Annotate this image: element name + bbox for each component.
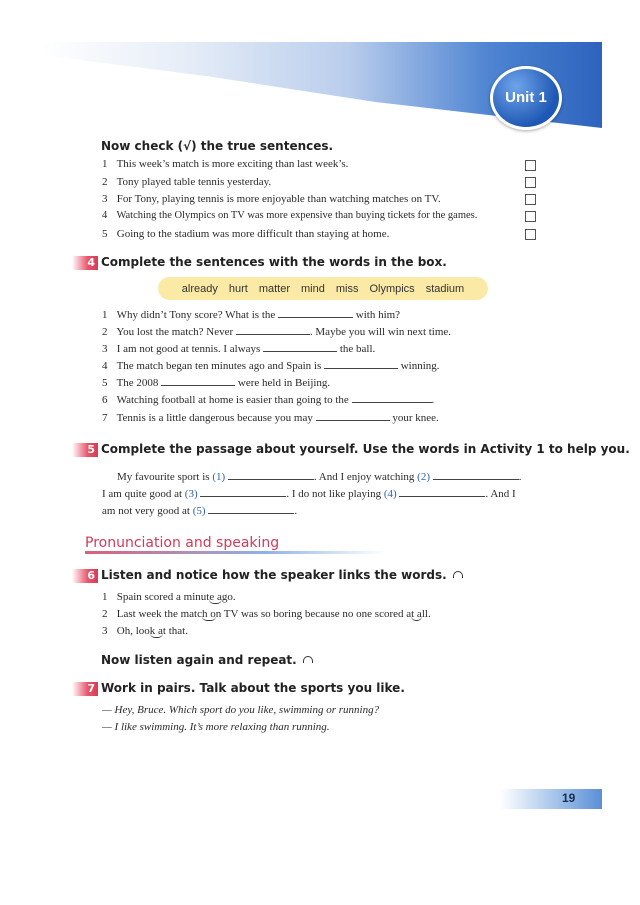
sentence: 2 You lost the match? Never . Maybe you will win next time. — [102, 326, 452, 338]
headphones-icon[interactable] — [303, 656, 313, 663]
passage-line: am not very good at (5) . — [102, 505, 298, 517]
activity-number: 7 — [72, 682, 98, 696]
page-number: 19 — [562, 791, 576, 805]
unit-badge: Unit 1 — [490, 66, 562, 130]
answer-blank[interactable] — [236, 325, 310, 335]
answer-blank[interactable] — [433, 470, 519, 480]
activity-title: Work in pairs. Talk about the sports you like. — [101, 681, 405, 695]
word: Olympics — [369, 282, 415, 295]
checkbox[interactable] — [525, 194, 536, 205]
passage-line: My favourite sport is (1) . And I enjoy watching (2) . — [117, 471, 522, 483]
word: matter — [258, 282, 290, 295]
activity-title: Listen and notice how the speaker links the words. — [101, 568, 463, 582]
check-item: 3 For Tony, playing tennis is more enjoyable than watching matches on TV. — [102, 193, 441, 205]
heading-underline — [85, 551, 385, 554]
answer-blank[interactable] — [208, 504, 294, 514]
word: already — [181, 282, 218, 295]
link-mark: e a — [209, 591, 222, 603]
answer-blank[interactable] — [228, 470, 314, 480]
checkbox[interactable] — [525, 229, 536, 240]
link-mark: k a — [149, 625, 163, 637]
checkbox[interactable] — [525, 211, 536, 222]
sentence: 7 Tennis is a little dangerous because you may your knee. — [102, 412, 439, 424]
footer-bar — [500, 789, 602, 809]
link-mark: t a — [411, 608, 422, 620]
checkbox[interactable] — [525, 160, 536, 171]
activity-number: 6 — [72, 569, 98, 583]
answer-blank[interactable] — [399, 487, 485, 497]
answer-blank[interactable] — [324, 359, 398, 369]
activity-title: Complete the sentences with the words in the box. — [101, 255, 447, 269]
check-item: 1 This week’s match is more exciting than last week’s. — [102, 158, 349, 170]
checkbox[interactable] — [525, 177, 536, 188]
answer-blank[interactable] — [200, 487, 286, 497]
answer-blank[interactable] — [316, 411, 390, 421]
example-sentence: 1 Spain scored a minute ago. — [102, 591, 236, 603]
word: stadium — [425, 282, 465, 295]
check-item: 4 Watching the Olympics on TV was more expensive than buying tickets for the games. — [102, 210, 478, 221]
passage-line: I am quite good at (3) . I do not like playing (4) . And I — [102, 488, 516, 500]
activity-number: 5 — [72, 443, 98, 457]
example-sentence: 3 Oh, look at that. — [102, 625, 188, 637]
activity-title: Complete the passage about yourself. Use the words in Activity 1 to help you. — [101, 442, 630, 456]
word-box — [158, 277, 488, 300]
sentence: 5 The 2008 were held in Beijing. — [102, 377, 331, 389]
headphones-icon[interactable] — [453, 571, 463, 578]
answer-blank[interactable] — [278, 308, 353, 318]
answer-blank[interactable] — [352, 393, 432, 403]
example-sentence: 2 Last week the match on TV was so boring because no one scored at all. — [102, 608, 431, 620]
sentence: 4 The match began ten minutes ago and Spain is winning. — [102, 360, 440, 372]
repeat-instruction: Now listen again and repeat. — [101, 653, 313, 667]
activity-number: 4 — [72, 256, 98, 270]
word: hurt — [228, 282, 248, 295]
word: miss — [335, 282, 359, 295]
check-item: 2 Tony played table tennis yesterday. — [102, 176, 272, 188]
answer-blank[interactable] — [263, 342, 337, 352]
answer-blank[interactable] — [161, 376, 235, 386]
sentence: 1 Why didn’t Tony score? What is the with him? — [102, 309, 401, 321]
check-title: Now check (√) the true sentences. — [101, 139, 334, 153]
word: mind — [301, 282, 325, 295]
sentence: 3 I am not good at tennis. I always the ball. — [102, 343, 376, 355]
check-item: 5 Going to the stadium was more difficult than staying at home. — [102, 228, 390, 240]
section-heading: Pronunciation and speaking — [85, 535, 280, 551]
link-mark: h o — [201, 608, 216, 620]
dialogue-line: — Hey, Bruce. Which sport do you like, swimming or running? — [102, 704, 380, 716]
dialogue-line: — I like swimming. It’s more relaxing than running. — [102, 721, 330, 733]
sentence: 6 Watching football at home is easier than going to the . — [102, 394, 435, 406]
